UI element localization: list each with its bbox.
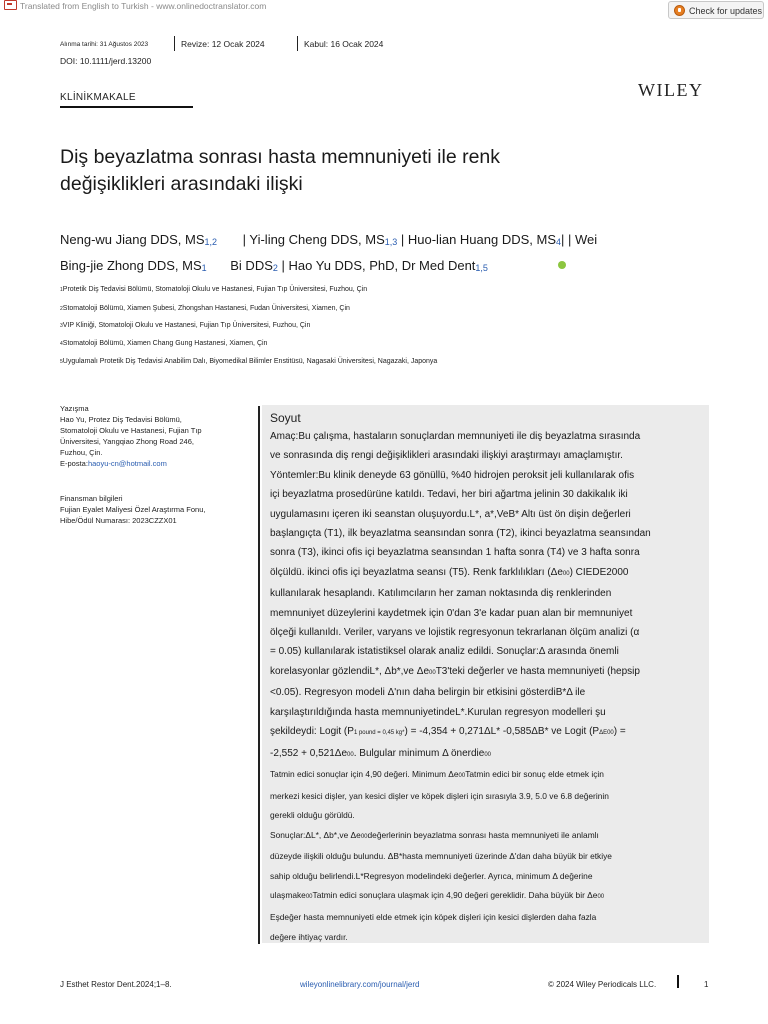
title-line-1: Diş beyazlatma sonrası hasta memnuniyeti ile renk [60, 146, 501, 168]
subscript: 00 [360, 833, 368, 840]
orcid-icon[interactable] [558, 261, 566, 269]
check-for-updates-label: Check for updates [689, 6, 763, 16]
abstract-text: şekildeydi: Logit (P [270, 726, 354, 738]
correspondence-line: Fuzhou, Çin. [60, 448, 103, 457]
correspondence-line: Stomatoloji Okulu ve Hastanesi, Fujian Tıp [60, 426, 202, 435]
article-type-label: KLİNİKMAKALE [60, 92, 136, 103]
abstract-text: T3'teki değerler ve hasta memnuniyeti (hepsip [435, 665, 640, 677]
abstract-line: değere ihtiyaç vardır. [270, 931, 348, 942]
abstract-text: -2,552 + 0,521Δe [270, 747, 348, 759]
abstract-left-rule [258, 406, 260, 944]
subscript: 00 [562, 570, 570, 577]
correspondence-line: Üniversitesi, Yangqiao Zhong Road 246, [60, 437, 194, 446]
affiliation-number: 5 [60, 359, 63, 365]
article-title [60, 144, 620, 198]
title-line-2: değişiklikleri arasındaki ilişki [60, 173, 303, 195]
subscript: 00 [597, 894, 605, 901]
abstract-line: karşılaştırıldığında hasta memnuniyetindeL*.Kurulan regresyon modelleri şu [270, 706, 606, 718]
abstract-line [270, 563, 701, 584]
abstract-box [262, 405, 709, 943]
author-line-2 [60, 254, 720, 280]
author-affil-ref[interactable]: 1,2 [204, 237, 218, 247]
crossmark-icon [674, 5, 685, 16]
abstract-line: içi beyazlatma prosedürüne katıldı. Tedavi, her biri ağartma jelinin 30 dakikalık iki [270, 489, 628, 501]
doi[interactable]: DOI: 10.1111/jerd.13200 [60, 56, 152, 66]
funding-heading: Finansman bilgileri [60, 494, 123, 503]
affiliation-number: 1 [60, 287, 63, 293]
abstract-line: başlangıçta (T1), ilk beyazlatma seansından sonra (T2), ikinci beyazlatma seansından [270, 528, 651, 540]
author-affil-ref[interactable]: 2 [272, 263, 278, 273]
abstract-line: uygulamasını içeren iki seanstan oluşuyordu.L*, a*,VeB* Altı üst ön dişin değerleri [270, 508, 631, 520]
abstract-line: ölçeği kullanıldı. Veriler, varyans ve lojistik regresyonun tekrarlanan ölçüm analizi (α [270, 627, 640, 639]
author-name[interactable]: | | Wei [561, 232, 598, 247]
affiliation-text: Stomatoloji Bölümü, Xiamen Şubesi, Zhongshan Hastanesi, Fudan Üniversitesi, Xiamen, Çin [62, 305, 350, 312]
subscript: 00 [305, 894, 313, 901]
footer-divider [677, 975, 679, 988]
affiliation [60, 358, 437, 365]
abstract-line: sahip olduğu belirlendi.L*Regresyon modelindeki değerler. Ayrıca, minimum Δ değerine [270, 870, 593, 881]
abstract-text: Tatmin edici sonuçlara ulaşmak için 4,90 değeri gereklidir. Daha büyük bir Δe [312, 890, 598, 901]
correspondence-heading: Yazışma [60, 404, 89, 413]
affiliation-number: 4 [60, 341, 63, 347]
meta-divider [297, 36, 298, 51]
abstract-line: gerekli olduğu görüldü. [270, 810, 355, 821]
email-label: E-posta: [60, 459, 88, 468]
affiliation-text: Protetik Diş Tedavisi Bölümü, Stomatoloji Okulu ve Hastanesi, Fujian Tıp Üniversitesi, Fuzhou, Çin [62, 286, 368, 293]
accepted-date: Kabul: 16 Ocak 2024 [304, 39, 384, 49]
affiliation-text: Stomatoloji Bölümü, Xiamen Chang Gung Hastanesi, Xiamen, Çin [62, 340, 268, 347]
affiliation-text: VIP Kliniği, Stomatoloji Okulu ve Hastanesi, Fujian Tıp Üniversitesi, Fuzhou, Çin [62, 322, 311, 329]
subscript: 00 [347, 751, 354, 758]
journal-url[interactable]: wileyonlinelibrary.com/journal/jerd [300, 980, 420, 989]
author-affil-ref[interactable]: 1 [201, 263, 207, 273]
author-name[interactable]: | Yi-ling Cheng DDS, MS [242, 232, 385, 247]
abstract-line [270, 744, 701, 765]
abstract-line: düzeyde ilişkili olduğu bulundu. ΔB*hasta memnuniyeti üzerinde Δ'dan daha büyük bir etkiye [270, 851, 612, 862]
translator-banner-text: Translated from English to Turkish - www.onlinedoctranslator.com [20, 1, 267, 11]
abstract-line: Yöntemler:Bu klinik deneyde 63 gönüllü, %40 hidrojen peroksit jeli kullanılarak ofis [270, 469, 635, 481]
correspondence-line: Hao Yu, Protez Diş Tedavisi Bölümü, [60, 415, 182, 424]
affiliation [60, 286, 367, 293]
subscript: ΔE00 [599, 730, 614, 737]
abstract-text: Tatmin edici bir sonuç elde etmek için [465, 768, 604, 779]
section-rule [60, 106, 193, 108]
affiliation [60, 340, 267, 347]
abstract-line [270, 722, 701, 743]
abstract-text: Tatmin edici sonuçlar için 4,90 değeri. Minimum Δe [270, 768, 459, 779]
abstract-line [270, 826, 701, 848]
subscript: 1 pound = 0,45 kg* [353, 730, 405, 737]
correspondence-block [60, 403, 240, 469]
subscript: 00 [484, 751, 492, 758]
received-date: Alınma tarihi: 31 Ağustos 2023 [60, 41, 149, 48]
abstract-text: . Bulgular minimum Δ önerdie [353, 747, 485, 759]
abstract-continued-text [270, 765, 701, 947]
abstract-line: = 0.05) kullanılarak istatistiksel olarak analiz edildi. Sonuçlar:Δ arasında önemli [270, 646, 619, 658]
author-name[interactable]: Neng-wu Jiang DDS, MS [60, 232, 205, 247]
translator-banner-link[interactable] [4, 0, 266, 11]
funding-line: Hibe/Ödül Numarası: 2023CZZX01 [60, 516, 177, 525]
abstract-line: Eşdeğer hasta memnuniyeti elde etmek için köpek dişleri için kesici dişlerden daha fazla [270, 912, 597, 923]
email-link[interactable]: haoyu-cn@hotmail.com [87, 459, 167, 468]
abstract-text: Sonuçlar:ΔL*, Δb*,ve Δe [270, 829, 361, 840]
check-for-updates-button[interactable] [668, 1, 764, 19]
affiliation-text: Uygulamalı Protetik Diş Tedavisi Anabilim Dalı, Biyomedikal Bilimler Enstitüsü, Nagasaki Üniversitesi, Nagazaki, Japonya [62, 358, 438, 365]
author-name[interactable]: Bing-jie Zhong DDS, MS [60, 258, 202, 273]
author-list [60, 228, 720, 280]
abstract-line: Amaç:Bu çalışma, hastaların sonuçlardan memnuniyeti ile diş beyazlatma sırasında [270, 431, 641, 442]
page-number: 1 [704, 980, 709, 989]
meta-divider [174, 36, 175, 51]
abstract-main-text [270, 427, 701, 765]
abstract-text: değerlerinin beyazlatma sonrası hasta memnuniyeti ile anlamlı [367, 829, 599, 840]
author-line-1 [60, 228, 720, 254]
abstract-line: <0.05). Regresyon modeli Δ'nın daha belirgin bir etkisini gösterdiB*Δ ile [270, 687, 586, 699]
abstract-text: ulaşmake [270, 890, 306, 901]
author-affil-ref[interactable]: 4 [556, 237, 562, 247]
abstract-line: kullanılarak hesaplandı. Katılımcıların her zaman noktasında diş renklerinden [270, 588, 612, 600]
affiliation-number: 2 [60, 306, 63, 312]
abstract-line: memnuniyet düzeylerini kaydetmek için 0'dan 3'e kadar puan alan bir memnuniyet [270, 607, 633, 619]
email-line [60, 458, 240, 469]
affiliation-number: 3 [60, 323, 63, 329]
subscript: 00 [429, 669, 436, 676]
abstract-text: ölçüldü. ikinci ofis içi beyazlatma seansı (T5). Renk farklılıkları (Δe [270, 566, 563, 578]
abstract-line [270, 765, 701, 787]
abstract-text: ) = -4,354 + 0,271ΔL* -0,585ΔB* ve Logit (P [404, 726, 600, 738]
author-affil-ref[interactable]: 1,3 [384, 237, 398, 247]
abstract-line: sonra (T3), ikinci ofis içi beyazlatma seansından 1 hafta sonra (T4) ve 3 hafta sonra [270, 547, 640, 559]
revised-date: Revize: 12 Ocak 2024 [181, 39, 265, 49]
footer-citation: J Esthet Restor Dent.2024;1–8. [60, 980, 172, 989]
affiliation [60, 322, 310, 329]
funding-block [60, 493, 240, 526]
author-affil-ref[interactable]: 1,5 [475, 263, 488, 273]
footer-copyright: © 2024 Wiley Periodicals LLC. [548, 980, 657, 989]
abstract-line [270, 886, 701, 908]
publisher-logo: WILEY [638, 80, 704, 100]
author-name[interactable]: | Hao Yu DDS, PhD, Dr Med Dent [281, 258, 476, 273]
affiliation [60, 305, 350, 312]
abstract-text: ) = [613, 726, 626, 738]
abstract-text: korelasyonlar gözlendiL*, Δb*,ve Δe [270, 665, 430, 677]
author-name[interactable]: | Huo-lian Huang DDS, MS [400, 232, 556, 247]
abstract-line: merkezi kesici dişler, yan kesici dişler ve köpek dişleri için sırasıyla 3.9, 5.0 ve 6.8 değerinin [270, 790, 609, 801]
pdf-icon [4, 0, 17, 10]
abstract-heading: Soyut [270, 411, 301, 425]
subscript: 00 [458, 772, 466, 779]
abstract-line [270, 662, 701, 683]
abstract-line: ve sonrasında diş rengi değişiklikleri arasındaki ilişkiyi araştırmayı amaçlamıştır. [270, 450, 623, 462]
funding-line: Fujian Eyalet Maliyesi Özel Araştırma Fonu, [60, 505, 206, 514]
abstract-text: ) CIEDE2000 [569, 566, 629, 578]
footer-journal-link[interactable] [300, 980, 419, 989]
author-name[interactable]: Bi DDS [230, 258, 273, 273]
